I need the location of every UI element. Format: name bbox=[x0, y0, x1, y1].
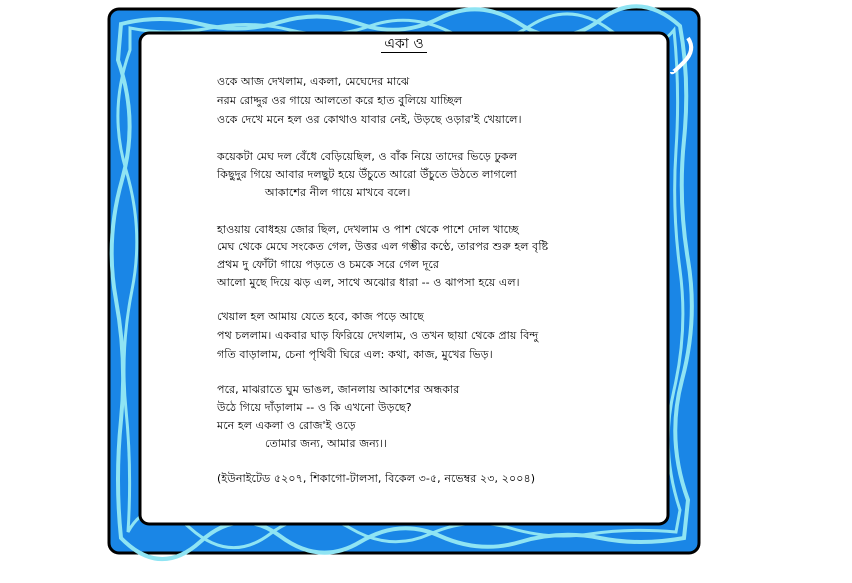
poem-line: মনে হল একলা ও রোজ'ই ওড়ে bbox=[217, 419, 356, 432]
poem-footer: (ইউনাইটেড ৫২০৭, শিকাগো-টালসা, বিকেল ৩-৫, নভেম্বর ২৩, ২০০৪) bbox=[217, 472, 536, 485]
poem-line: ওকে আজ দেখলাম, একলা, মেঘেদের মাঝে bbox=[217, 75, 410, 88]
poem-line: কিছুদুর গিয়ে আবার দলছুট হয়ে উঁচুতে আরো উঁচুতে উঠতে লাগলো bbox=[217, 168, 517, 181]
poem-line: কয়েকটা মেঘ দল বেঁধে বেড়িয়েছিল, ও বাঁক নিয়ে তাদের ভিড়ে ঢুকল bbox=[217, 150, 517, 163]
poem-line: পরে, মাঝরাতে ঘুম ভাঙল, জানলায় আকাশের অন্ধকার bbox=[217, 383, 460, 396]
poem-line: হাওয়ায় বোধহয় জোর ছিল, দেখলাম ও পাশ থেকে পাশে দোল খাচ্ছে bbox=[217, 223, 519, 236]
poem-line: গতি বাড়ালাম, চেনা পৃথিবী ঘিরে এল: কথা, কাজ, মুখের ভিড়। bbox=[217, 348, 493, 361]
poem-line: ওকে দেখে মনে হল ওর কোথাও যাবার নেই, উড়ছে ওড়ার'ই খেয়ালে। bbox=[217, 113, 522, 126]
poem-line: মেঘ থেকে মেঘে সংকেত গেল, উত্তর এল গম্ভীর কণ্ঠে, তারপর শুরু হল বৃষ্টি bbox=[217, 240, 549, 253]
poem-line: পথ চললাম। একবার ঘাড় ফিরিয়ে দেখলাম, ও তখন ছায়া থেকে প্রায় বিন্দু bbox=[217, 329, 539, 342]
poem-line: উঠে গিয়ে দাঁড়ালাম -- ও কি এখনো উড়ছে? bbox=[217, 401, 412, 414]
poem-line: আকাশের নীল গায়ে মাখবে বলে। bbox=[265, 186, 411, 199]
poem-card bbox=[140, 33, 668, 524]
poem-line: তোমার জন্য, আমার জন্য।। bbox=[265, 437, 388, 450]
poem-title: একা ও bbox=[140, 35, 668, 53]
poem-line: আলো মুছে দিয়ে ঝড় এল, সাথে অঝোর ধারা -- ও ঝাপসা হয়ে এল। bbox=[217, 276, 520, 289]
poem-line: প্রথম দু ফোঁটা গায়ে পড়তে ও চমকে সরে গেল দূরে bbox=[217, 258, 439, 271]
poem-line: নরম রোদ্দুর ওর গায়ে আলতো করে হাত বুলিয়ে যাচ্ছিল bbox=[217, 94, 463, 107]
poem-line: খেয়াল হল আমায় যেতে হবে, কাজ পড়ে আছে bbox=[217, 310, 424, 323]
